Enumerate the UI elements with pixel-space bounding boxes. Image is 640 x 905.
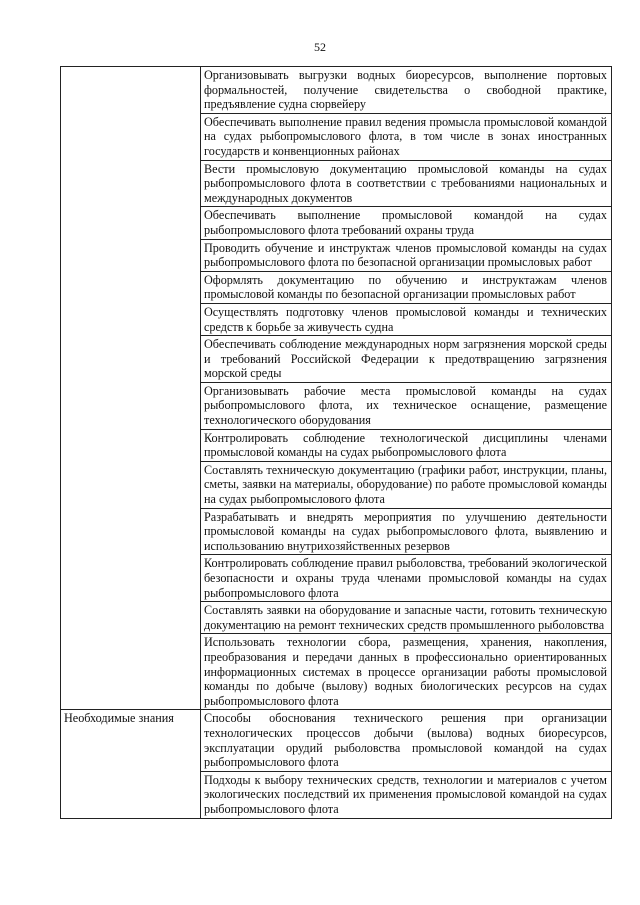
- knowledge-item: Подходы к выбору технических средств, технологии и материалов с учетом экологических последствий их применения промысловой командой на судах рыбопромыслового флота: [201, 771, 612, 818]
- skill-item: Оформлять документацию по обучению и инструктажам членов промысловой команды по безопасной организации промысловых работ: [201, 271, 612, 303]
- knowledge-item: Способы обоснования технического решения при организации технологических процессов добычи (вылова) водных биоресурсов, эксплуатации орудий рыболовства промысловой командой на судах рыбопромыслового флота: [201, 710, 612, 771]
- skill-item: Организовывать рабочие места промысловой команды на судах рыбопромыслового флота, их техническое оснащение, размещение технологического оборудования: [201, 382, 612, 429]
- skill-item: Разрабатывать и внедрять мероприятия по улучшению деятельности промысловой команды на судах рыбопромыслового флота, выявлению и использованию внутрихозяйственных резервов: [201, 508, 612, 555]
- skill-item: Использовать технологии сбора, размещения, хранения, накопления, преобразования и передачи данных в профессионально ориентированных информационных системах в процессе организации работы промысловой команды по добыче (вылову) водных биологических ресурсов на судах рыбопромыслового флота: [201, 634, 612, 710]
- skill-item: Обеспечивать соблюдение международных норм загрязнения морской среды и требований Российской Федерации к предотвращению загрязнения морской среды: [201, 336, 612, 383]
- section-label-knowledge: Необходимые знания: [61, 710, 201, 818]
- table-row: [61, 67, 612, 114]
- skill-item: Вести промысловую документацию промысловой команды на судах рыбопромыслового флота в соответствии с требованиями национальных и международных документов: [201, 160, 612, 207]
- skill-item: Обеспечивать выполнение правил ведения промысла промысловой командой на судах рыбопромыслового флота, в том числе в зонах иностранных государств и конвенционных районах: [201, 113, 612, 160]
- skill-item: Проводить обучение и инструктаж членов промысловой команды на судах рыбопромыслового флота по безопасной организации промысловых работ: [201, 239, 612, 271]
- skill-item: Составлять техническую документацию (графики работ, инструкции, планы, сметы, заявки на материалы, оборудование) по работе промысловой команды на судах рыбопромыслового флота: [201, 461, 612, 508]
- skill-item: Осуществлять подготовку членов промысловой команды и технических средств к борьбе за живучесть судна: [201, 303, 612, 335]
- page-number: 52: [314, 40, 326, 54]
- table-row: [61, 710, 612, 771]
- requirements-table: [60, 66, 612, 819]
- skill-item: Составлять заявки на оборудование и запасные части, готовить техническую документацию на ремонт технических средств промышленного рыболовства: [201, 602, 612, 634]
- skill-item: Контролировать соблюдение технологической дисциплины членами промысловой команды на судах рыбопромыслового флота: [201, 429, 612, 461]
- skill-item: Контролировать соблюдение правил рыболовства, требований экологической безопасности и охраны труда членами промысловой команды на судах рыбопромыслового флота: [201, 555, 612, 602]
- skill-item: Обеспечивать выполнение промысловой командой на судах рыбопромыслового флота требований охраны труда: [201, 207, 612, 239]
- skill-item: Организовывать выгрузки водных биоресурсов, выполнение портовых формальностей, получение свидетельства о свободной практике, предъявление судна сюрвейеру: [201, 67, 612, 114]
- section-label-skills: [61, 67, 201, 710]
